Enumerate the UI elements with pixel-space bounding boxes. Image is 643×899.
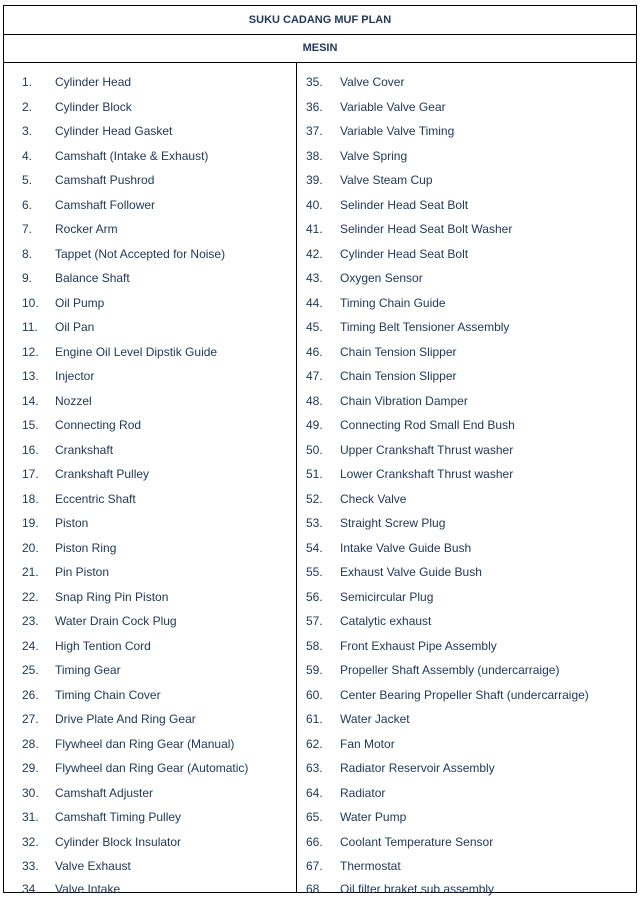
- list-item: [297, 658, 636, 683]
- list-item: [297, 634, 636, 659]
- item-number: 38.: [306, 148, 323, 163]
- parts-columns: [4, 63, 636, 896]
- item-number: 28.: [22, 736, 39, 751]
- list-item: [4, 658, 296, 683]
- item-name: Oil filter braket sub assembly: [340, 881, 495, 896]
- item-number: 14.: [22, 393, 39, 408]
- list-item: [297, 707, 636, 732]
- item-number: 16.: [22, 442, 39, 457]
- item-number: 35.: [306, 75, 323, 89]
- item-number: 23.: [22, 614, 39, 628]
- item-number: 44.: [306, 295, 323, 310]
- item-name: Injector: [55, 369, 95, 383]
- list-item: [4, 609, 296, 634]
- list-item: [4, 193, 296, 218]
- item-name: Cylinder Head Seat Bolt: [340, 246, 469, 261]
- item-name: Tappet (Not Accepted for Noise): [55, 246, 226, 261]
- list-item: [297, 340, 636, 365]
- item-name: Thermostat: [340, 859, 401, 873]
- item-number: 63.: [306, 761, 323, 775]
- list-item: [4, 781, 296, 806]
- list-item: [297, 438, 636, 463]
- item-name: Connecting Rod Small End Bush: [340, 418, 515, 432]
- item-number: 68.: [306, 881, 323, 896]
- list-item: [4, 487, 296, 512]
- list-item: [4, 340, 296, 365]
- item-name: Camshaft (Intake & Exhaust): [55, 148, 209, 163]
- item-name: Piston: [55, 516, 89, 530]
- item-name: Snap Ring Pin Piston: [55, 589, 169, 604]
- item-number: 66.: [306, 834, 323, 849]
- item-name: Cylinder Block Insulator: [55, 834, 182, 849]
- item-number: 49.: [306, 418, 323, 432]
- item-name: Eccentric Shaft: [55, 491, 136, 506]
- list-item: [4, 511, 296, 536]
- item-name: Straight Screw Plug: [340, 516, 446, 530]
- item-name: Timing Gear: [55, 663, 121, 677]
- item-number: 25.: [22, 663, 39, 677]
- list-item: [297, 462, 636, 487]
- item-name: Valve Exhaust: [55, 859, 131, 873]
- item-name: Upper Crankshaft Thrust washer: [340, 442, 514, 457]
- item-name: Oxygen Sensor: [340, 271, 423, 285]
- item-name: Valve Cover: [340, 75, 405, 89]
- item-number: 11.: [22, 320, 38, 334]
- list-item: [297, 560, 636, 585]
- item-name: Semicircular Plug: [340, 589, 434, 604]
- item-number: 59.: [306, 663, 323, 677]
- item-number: 7.: [22, 222, 33, 236]
- list-item: [4, 805, 296, 830]
- item-number: 57.: [306, 614, 323, 628]
- item-name: Nozzel: [55, 393, 92, 408]
- item-name: Chain Tension Slipper: [340, 369, 457, 383]
- list-item: [297, 242, 636, 267]
- list-item: [4, 217, 296, 242]
- item-number: 40.: [306, 197, 323, 212]
- item-name: Fan Motor: [340, 736, 395, 751]
- item-name: Selinder Head Seat Bolt: [340, 197, 469, 212]
- list-item: [4, 634, 296, 659]
- item-number: 65.: [306, 810, 323, 824]
- list-item: [4, 364, 296, 389]
- item-name: Front Exhaust Pipe Assembly: [340, 638, 497, 653]
- list-item: [297, 144, 636, 169]
- item-name: Chain Tension Slipper: [340, 344, 457, 359]
- item-name: Drive Plate And Ring Gear: [55, 712, 196, 726]
- item-name: Selinder Head Seat Bolt Washer: [340, 222, 513, 236]
- list-item: [297, 487, 636, 512]
- item-number: 46.: [306, 344, 323, 359]
- parts-column-right: [297, 63, 636, 896]
- list-item: [297, 585, 636, 610]
- item-number: 36.: [306, 99, 323, 114]
- item-number: 47.: [306, 369, 323, 383]
- list-item: [297, 609, 636, 634]
- list-item: [4, 560, 296, 585]
- list-item: [297, 389, 636, 414]
- item-name: Cylinder Block: [55, 99, 132, 114]
- item-number: 19.: [22, 516, 39, 530]
- item-name: Oil Pump: [55, 295, 105, 310]
- list-item: [297, 781, 636, 806]
- table-title: SUKU CADANG MUF PLAN: [4, 6, 636, 35]
- item-name: Valve Spring: [340, 148, 408, 163]
- item-name: Water Jacket: [340, 712, 410, 726]
- item-number: 30.: [22, 785, 39, 800]
- list-item: [297, 168, 636, 193]
- item-name: Chain Vibration Damper: [340, 393, 468, 408]
- item-number: 64.: [306, 785, 323, 800]
- item-number: 27.: [22, 712, 39, 726]
- item-number: 26.: [22, 687, 39, 702]
- list-item: [297, 70, 636, 95]
- list-item: [297, 511, 636, 536]
- item-name: Catalytic exhaust: [340, 614, 432, 628]
- item-number: 29.: [22, 761, 39, 775]
- item-number: 37.: [306, 124, 323, 138]
- item-name: Oil Pan: [55, 320, 95, 334]
- item-name: Radiator: [340, 785, 386, 800]
- item-number: 24.: [22, 638, 39, 653]
- item-number: 31.: [22, 810, 39, 824]
- item-number: 34.: [22, 881, 39, 896]
- item-number: 3.: [22, 124, 33, 138]
- list-item: [297, 854, 636, 879]
- item-name: Coolant Temperature Sensor: [340, 834, 494, 849]
- list-item: [4, 70, 296, 95]
- item-number: 6.: [22, 197, 33, 212]
- list-item: [297, 95, 636, 120]
- item-name: Camshaft Timing Pulley: [55, 810, 182, 824]
- item-name: Rocker Arm: [55, 222, 118, 236]
- item-number: 51.: [306, 467, 323, 481]
- item-name: Center Bearing Propeller Shaft (undercarraige): [340, 687, 589, 702]
- list-item: [4, 389, 296, 414]
- item-name: Piston Ring: [55, 540, 117, 555]
- item-number: 12.: [22, 344, 39, 359]
- list-item: [4, 683, 296, 708]
- item-number: 4.: [22, 148, 33, 163]
- item-name: Water Pump: [340, 810, 407, 824]
- list-item: [4, 854, 296, 879]
- item-number: 50.: [306, 442, 323, 457]
- list-item: [297, 732, 636, 757]
- item-number: 48.: [306, 393, 323, 408]
- list-item: [297, 193, 636, 218]
- list-item: [297, 364, 636, 389]
- list-item: [297, 830, 636, 855]
- list-item: [4, 266, 296, 291]
- item-name: Water Drain Cock Plug: [55, 614, 177, 628]
- item-name: Timing Chain Guide: [340, 295, 446, 310]
- item-number: 61.: [306, 712, 323, 726]
- list-item: [297, 413, 636, 438]
- list-item: [297, 756, 636, 781]
- item-number: 53.: [306, 516, 323, 530]
- list-item: [4, 462, 296, 487]
- list-item: [4, 413, 296, 438]
- parts-table: [3, 5, 637, 896]
- list-item: [297, 315, 636, 340]
- item-name: Camshaft Pushrod: [55, 173, 155, 187]
- item-number: 22.: [22, 589, 39, 604]
- item-number: 1.: [22, 75, 33, 89]
- item-name: Cylinder Head Gasket: [55, 124, 173, 138]
- list-item: [4, 756, 296, 781]
- item-number: 8.: [22, 246, 33, 261]
- item-name: Lower Crankshaft Thrust washer: [340, 467, 514, 481]
- item-number: 5.: [22, 173, 33, 187]
- item-number: 21.: [22, 565, 39, 579]
- item-number: 60.: [306, 687, 323, 702]
- item-name: Cylinder Head: [55, 75, 132, 89]
- list-item: [4, 144, 296, 169]
- item-number: 18.: [22, 491, 39, 506]
- list-item: [297, 291, 636, 316]
- item-name: Engine Oil Level Dipstik Guide: [55, 344, 218, 359]
- item-number: 67.: [306, 859, 323, 873]
- list-item: [4, 95, 296, 120]
- item-name: Intake Valve Guide Bush: [340, 540, 472, 555]
- list-item: [297, 266, 636, 291]
- list-item: [297, 805, 636, 830]
- item-number: 32.: [22, 834, 39, 849]
- list-item: [297, 217, 636, 242]
- item-number: 58.: [306, 638, 323, 653]
- item-name: High Tention Cord: [55, 638, 151, 653]
- item-name: Flywheel dan Ring Gear (Manual): [55, 736, 235, 751]
- list-item: [4, 291, 296, 316]
- item-number: 33.: [22, 859, 39, 873]
- item-number: 42.: [306, 246, 323, 261]
- item-name: Camshaft Adjuster: [55, 785, 154, 800]
- list-item: [4, 830, 296, 855]
- item-name: Pin Piston: [55, 565, 110, 579]
- item-name: Valve Intake: [55, 881, 121, 896]
- item-name: Radiator Reservoir Assembly: [340, 761, 495, 775]
- item-number: 52.: [306, 491, 323, 506]
- list-item: [4, 315, 296, 340]
- parts-column-left: [4, 63, 297, 896]
- item-name: Timing Belt Tensioner Assembly: [340, 320, 510, 334]
- item-number: 2.: [22, 99, 33, 114]
- list-item: [297, 536, 636, 561]
- item-number: 54.: [306, 540, 323, 555]
- item-name: Timing Chain Cover: [55, 687, 161, 702]
- list-item: [297, 119, 636, 144]
- list-item: [4, 732, 296, 757]
- item-name: Balance Shaft: [55, 271, 130, 285]
- item-number: 39.: [306, 173, 323, 187]
- item-name: Crankshaft Pulley: [55, 467, 150, 481]
- item-number: 17.: [22, 467, 39, 481]
- list-item: [4, 119, 296, 144]
- item-name: Variable Valve Timing: [340, 124, 455, 138]
- item-number: 9.: [22, 271, 33, 285]
- item-number: 43.: [306, 271, 323, 285]
- item-number: 45.: [306, 320, 323, 334]
- list-item: [297, 683, 636, 708]
- item-number: 13.: [22, 369, 39, 383]
- item-number: 41.: [306, 222, 323, 236]
- list-item: [4, 242, 296, 267]
- list-item: [4, 707, 296, 732]
- item-number: 20.: [22, 540, 39, 555]
- item-name: Propeller Shaft Assembly (undercarraige): [340, 663, 560, 677]
- item-number: 55.: [306, 565, 323, 579]
- item-name: Flywheel dan Ring Gear (Automatic): [55, 761, 249, 775]
- item-name: Valve Steam Cup: [340, 173, 433, 187]
- item-number: 62.: [306, 736, 323, 751]
- item-name: Crankshaft: [55, 442, 114, 457]
- section-heading: MESIN: [4, 35, 636, 63]
- item-name: Check Valve: [340, 491, 407, 506]
- item-name: Variable Valve Gear: [340, 99, 446, 114]
- item-name: Camshaft Follower: [55, 197, 156, 212]
- list-item: [4, 168, 296, 193]
- list-item: [4, 536, 296, 561]
- item-name: Exhaust Valve Guide Bush: [340, 565, 482, 579]
- item-number: 10.: [22, 295, 39, 310]
- item-name: Connecting Rod: [55, 418, 142, 432]
- item-number: 56.: [306, 589, 323, 604]
- item-number: 15.: [22, 418, 39, 432]
- list-item: [4, 438, 296, 463]
- list-item: [4, 585, 296, 610]
